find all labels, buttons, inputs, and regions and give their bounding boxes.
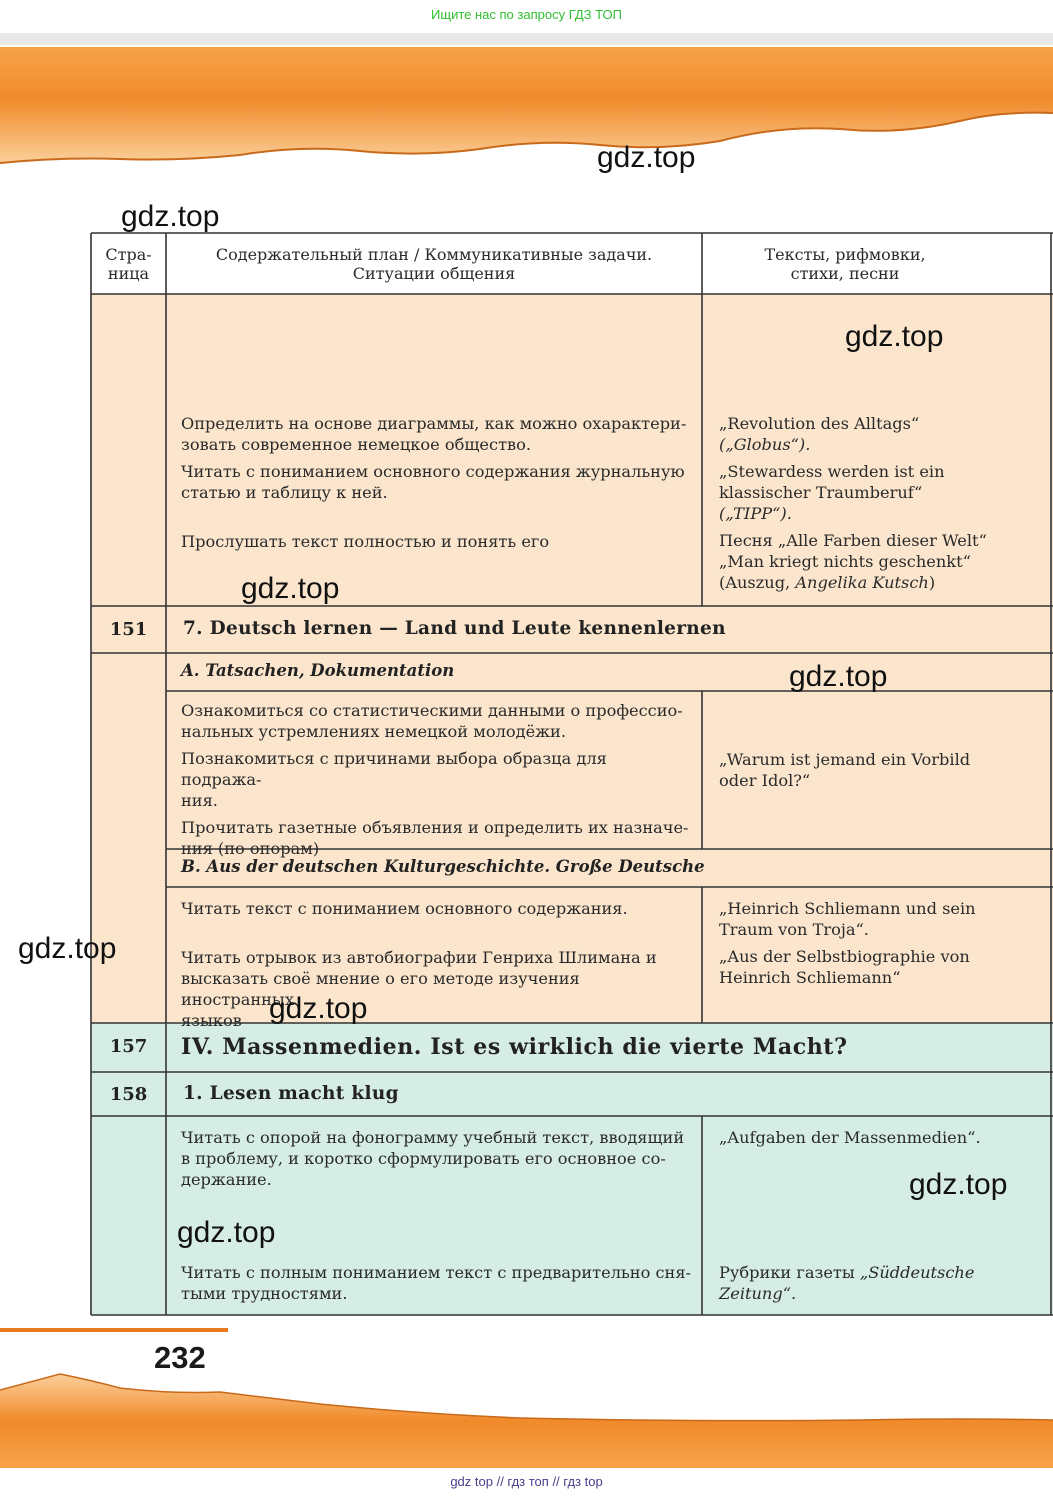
footer-link-gdz-top-ru[interactable]: гдз топ xyxy=(507,1474,549,1489)
top-search-link[interactable]: Ищите нас по запросу ГДЗ ТОП xyxy=(431,7,622,22)
watermark: gdz.top xyxy=(241,572,340,605)
subsection-b-plan-cell: Читать текст с пониманием основного содержания. Читать отрывок из автобиографии Генриха Шлимана и высказать своё мнение о его методе изучения иностранных языков xyxy=(181,899,657,1030)
footer-link-gdz-top-mixed[interactable]: гдз top xyxy=(563,1474,603,1489)
header-page-column: Стра- ница xyxy=(105,245,152,283)
watermark: gdz.top xyxy=(177,1216,276,1249)
chapter4-page-number: 157 xyxy=(109,1036,148,1057)
chapter4-title: IV. Massenmedien. Ist es wirklich die vierte Macht? xyxy=(181,1034,848,1060)
watermark: gdz.top xyxy=(597,141,696,174)
subsection-b-texts-cell: „Heinrich Schliemann und sein Traum von Troja“. „Aus der Selbstbiographie von Heinrich Schliemann“ xyxy=(719,899,976,987)
subsection-b-title: B. Aus der deutschen Kulturgeschichte. Große Deutsche xyxy=(181,857,705,876)
footer-separator: // xyxy=(492,1474,508,1489)
section7-title: 7. Deutsch lernen — Land und Leute kennenlernen xyxy=(183,618,726,639)
subsection-a-texts-cell: „Warum ist jemand ein Vorbild oder Idol?“ xyxy=(719,750,971,790)
lesson1-title: 1. Lesen macht klug xyxy=(183,1083,399,1104)
watermark: gdz.top xyxy=(845,320,944,353)
lesson1-texts-cell: „Aufgaben der Massenmedien“. Рубрики газеты „Süddeutsche Zeitung“. xyxy=(719,1128,981,1303)
page-number: 232 xyxy=(154,1340,206,1375)
section7-page-number: 151 xyxy=(109,619,148,640)
watermark: gdz.top xyxy=(909,1168,1008,1201)
watermark: gdz.top xyxy=(121,200,220,233)
header-texts-column: Тексты, рифмовки, стихи, песни xyxy=(764,245,926,283)
lesson1-page-number: 158 xyxy=(109,1084,148,1105)
watermark: gdz.top xyxy=(18,932,117,965)
footer-link-gdz-top[interactable]: gdz top xyxy=(450,1474,493,1489)
row1-texts-cell: „Revolution des Alltags“ („Globus“). „Stewardess werden ist ein klassischer Traumberuf“ („TIPP“). Песня „Alle Farben dieser Welt“ „Man kriegt nichts geschenkt“ (Auszug, Angelika Kutsch) xyxy=(719,414,987,592)
page-number-rule xyxy=(0,1328,228,1332)
subsection-a-plan-cell: Ознакомиться со статистическими данными о профессио- нальных устремлениях немецкой молодёжи. Познакомиться с причинами выбора образца для подража- ния. Прочитать газетные объявления и определить их назначе- ния (по опорам) xyxy=(181,701,689,858)
header-plan-column: Содержательный план / Коммуникативные задачи. Ситуации общения xyxy=(215,245,653,283)
footer-separator: // xyxy=(548,1474,564,1489)
subsection-a-title: A. Tatsachen, Dokumentation xyxy=(181,661,455,680)
watermark: gdz.top xyxy=(789,660,888,693)
row1-plan-cell: Определить на основе диаграммы, как можно охарактери- зовать современное немецкое общество. Читать с пониманием основного содержания журнальную статью и таблицу к ней. Прослушать текст полностью и понять его xyxy=(181,414,687,551)
lesson1-plan-cell: Читать с опорой на фонограмму учебный текст, вводящий в проблему, и коротко сформулировать его основное со- держание. Читать с полным пониманием текст с предварительно сня- тыми трудностями. xyxy=(181,1128,692,1303)
watermark: gdz.top xyxy=(269,992,368,1025)
